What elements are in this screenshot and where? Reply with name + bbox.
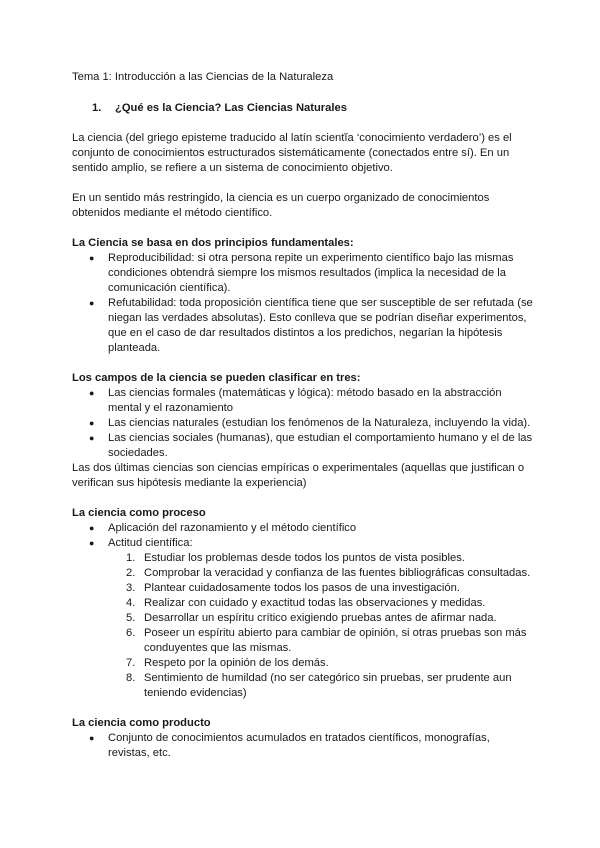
item-text: Respeto por la opinión de los demás. (144, 657, 329, 669)
item-number: 2. (126, 567, 136, 579)
product-heading: La ciencia como producto (72, 717, 211, 729)
item-number: 3. (126, 582, 136, 594)
numbered-item (72, 656, 534, 671)
section-heading-text: ¿Qué es la Ciencia? Las Ciencias Naturales (115, 102, 347, 114)
numbered-item (72, 611, 534, 626)
list-item: ● Reproducibilidad: si otra persona repite un experimento científico bajo las mismas condiciones obtendrá siempre los mismos resultados (implica la necesidad de la comunicación científica). (72, 251, 534, 296)
item-text: Estudiar los problemas desde todos los puntos de vista posibles. (144, 552, 465, 564)
section-number: 1. (92, 102, 102, 114)
intro-paragraph: La ciencia (del griego episteme traducido al latín scientĭa ‘conocimiento verdadero’) es el conjunto de conocimientos estructurados sistemáticamente (conectados entre sí). En un sentido amplio, se refiere a un sistema de conocimiento objetivo. (72, 132, 512, 174)
list-item: ● Las ciencias naturales (estudian los fenómenos de la Naturaleza, incluyendo la vida). (72, 416, 534, 431)
principles-list (72, 251, 534, 356)
list-item: ● Conjunto de conocimientos acumulados en tratados científicos, monografías, revistas, etc. (72, 731, 534, 761)
document-title: Tema 1: Introducción a las Ciencias de la Naturaleza (72, 71, 334, 83)
numbered-item (72, 671, 534, 701)
item-text: Plantear cuidadosamente todos los pasos de una investigación. (144, 582, 460, 594)
numbered-item (72, 581, 534, 596)
item-number: 6. (126, 627, 136, 639)
item-text: Desarrollar un espíritu crítico exigiendo pruebas antes de afirmar nada. (144, 612, 497, 624)
item-text: Poseer un espíritu abierto para cambiar de opinión, si otras pruebas son más conduyentes que las mismas. (144, 627, 527, 654)
product-list (72, 731, 534, 761)
document-body (72, 70, 534, 761)
item-text: Realizar con cuidado y exactitud todas las observaciones y medidas. (144, 597, 486, 609)
item-number: 5. (126, 612, 136, 624)
process-heading: La ciencia como proceso (72, 507, 206, 519)
process-list (72, 521, 534, 551)
fields-heading: Los campos de la ciencia se pueden clasificar en tres: (72, 372, 361, 384)
numbered-item (72, 566, 534, 581)
numbered-item (72, 596, 534, 611)
numbered-item (72, 551, 534, 566)
fields-note: Las dos últimas ciencias son ciencias empíricas o experimentales (aquellas que justifican o verifican sus hipótesis mediante la experiencia) (72, 462, 525, 489)
fields-list (72, 386, 534, 461)
section-heading (92, 101, 534, 116)
item-number: 8. (126, 672, 136, 684)
list-item: ● Actitud científica: (72, 536, 534, 551)
item-text: Sentimiento de humildad (no ser categórico sin pruebas, ser prudente aun teniendo evidencias) (144, 672, 512, 699)
intro-paragraph: En un sentido más restringido, la ciencia es un cuerpo organizado de conocimientos obtenidos mediante el método científico. (72, 192, 490, 219)
list-item: ● Refutabilidad: toda proposición científica tiene que ser susceptible de ser refutada (se niegan las verdades absolutas). Esto conlleva que se podrían diseñar experimentos, que en el caso de dar resultados distintos a los predichos, negarían la hipótesis planteada. (72, 296, 534, 356)
attitude-steps-list (72, 551, 534, 701)
item-number: 1. (126, 552, 136, 564)
principles-heading: La Ciencia se basa en dos principios fundamentales: (72, 237, 354, 249)
item-number: 4. (126, 597, 136, 609)
item-number: 7. (126, 657, 136, 669)
list-item: ● Aplicación del razonamiento y el método científico (72, 521, 534, 536)
item-text: Comprobar la veracidad y confianza de las fuentes bibliográficas consultadas. (144, 567, 531, 579)
numbered-item (72, 626, 534, 656)
list-item: ● Las ciencias formales (matemáticas y lógica): método basado en la abstracción mental y el razonamiento (72, 386, 534, 416)
list-item: ● Las ciencias sociales (humanas), que estudian el comportamiento humano y el de las sociedades. (72, 431, 534, 461)
